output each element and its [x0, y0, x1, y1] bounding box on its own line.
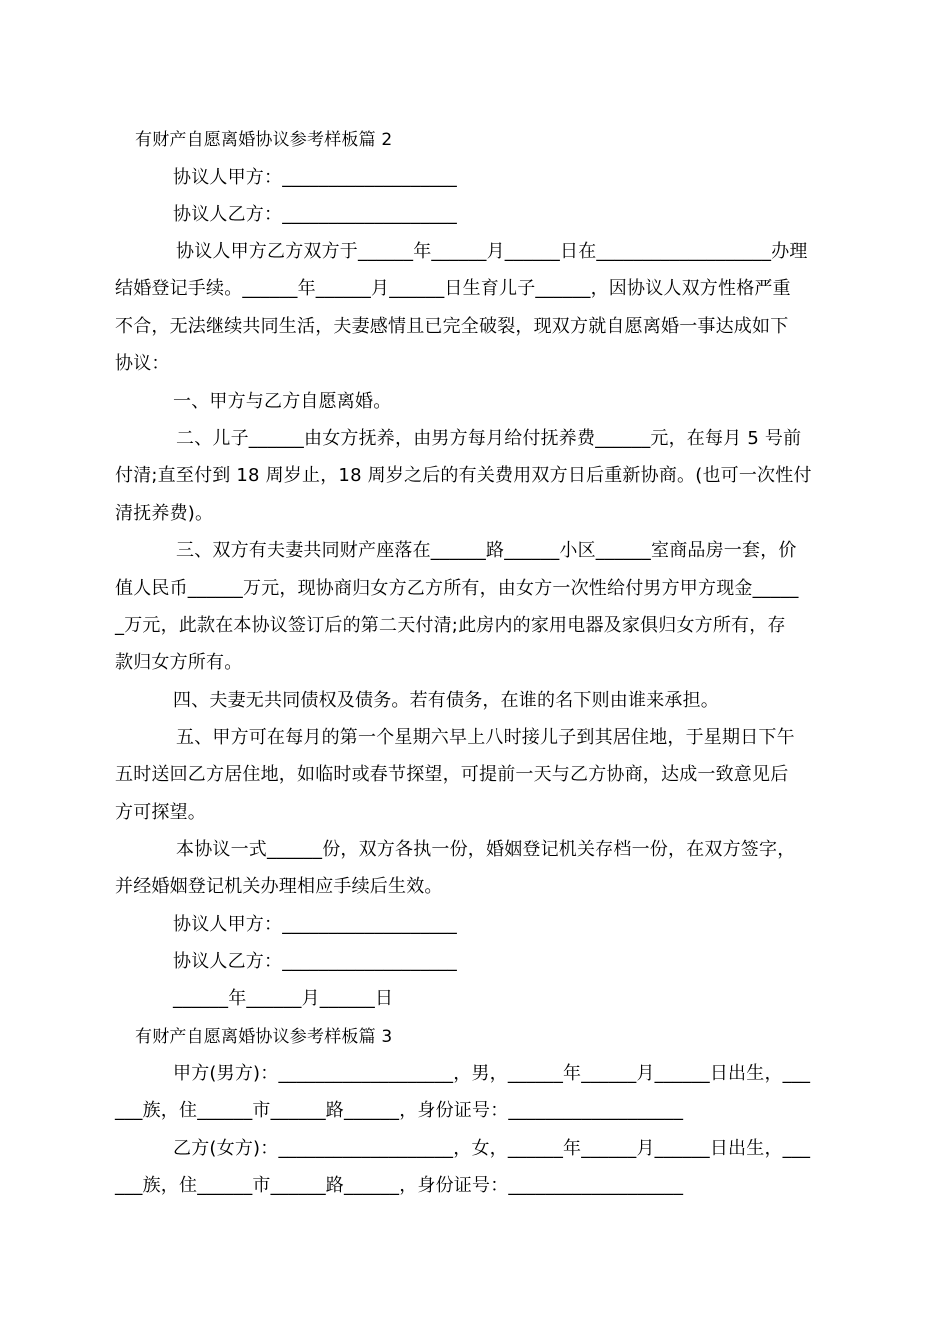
clause-2-line: 清抚养费)。	[115, 503, 214, 524]
clause-3-line: 值人民币______万元，现协商归女方乙方所有，由女方一次性给付男方甲方现金_____	[115, 578, 799, 599]
party-a-line: 协议人甲方：___________________	[173, 167, 457, 188]
signature-party-a: 协议人甲方：___________________	[173, 914, 457, 935]
closing-line: 本协议一式______份，双方各执一份，婚姻登记机关存档一份，在双方签字，	[176, 839, 796, 860]
intro-line: 结婚登记手续。______年______月______日生育儿子______，因协议人双方性格严重	[115, 278, 791, 299]
party-a-info-line: ___族，住______市______路______，身份证号：___________________	[115, 1100, 684, 1121]
section-title: 有财产自愿离婚协议参考样板篇 3	[135, 1027, 393, 1047]
clause-3-line: _万元，此款在本协议签订后的第二天付清;此房内的家用电器及家俱归女方所有，存	[115, 615, 786, 636]
party-b-info-line: ___族，住______市______路______，身份证号：___________________	[115, 1175, 684, 1196]
party-a-info-line: 甲方(男方)：___________________，男，______年______月______日出生，___	[173, 1063, 811, 1084]
intro-line: 协议人甲方乙方双方于______年______月______日在___________________办理	[176, 241, 808, 262]
party-b-info-line: 乙方(女方)：___________________，女，______年______月______日出生，___	[173, 1138, 811, 1159]
clause-2-line: 付清;直至付到 18 周岁止，18 周岁之后的有关费用双方日后重新协商。(也可一次性付	[115, 465, 812, 486]
clause-1: 一、甲方与乙方自愿离婚。	[173, 391, 392, 412]
clause-3-line: 三、双方有夫妻共同财产座落在______路______小区______室商品房一套，价	[176, 540, 797, 561]
clause-4: 四、夫妻无共同债权及债务。若有债务，在谁的名下则由谁来承担。	[173, 690, 719, 711]
signature-date: ______年______月______日	[173, 988, 394, 1009]
clause-2-line: 二、儿子______由女方抚养，由男方每月给付抚养费______元，在每月 5 号前	[176, 428, 802, 449]
clause-5-line: 五、甲方可在每月的第一个星期六早上八时接儿子到其居住地，于星期日下午	[176, 727, 795, 748]
closing-line: 并经婚姻登记机关办理相应手续后生效。	[115, 876, 443, 897]
signature-party-b: 协议人乙方：___________________	[173, 951, 457, 972]
party-b-line: 协议人乙方：___________________	[173, 204, 457, 225]
intro-line: 不合，无法继续共同生活，夫妻感情且已完全破裂，现双方就自愿离婚一事达成如下	[115, 316, 789, 337]
clause-5-line: 五时送回乙方居住地，如临时或春节探望，可提前一天与乙方协商，达成一致意见后	[115, 764, 789, 785]
clause-5-line: 方可探望。	[115, 802, 206, 823]
section-title: 有财产自愿离婚协议参考样板篇 2	[135, 130, 393, 150]
intro-line: 协议：	[115, 353, 170, 374]
clause-3-line: 款归女方所有。	[115, 652, 243, 673]
